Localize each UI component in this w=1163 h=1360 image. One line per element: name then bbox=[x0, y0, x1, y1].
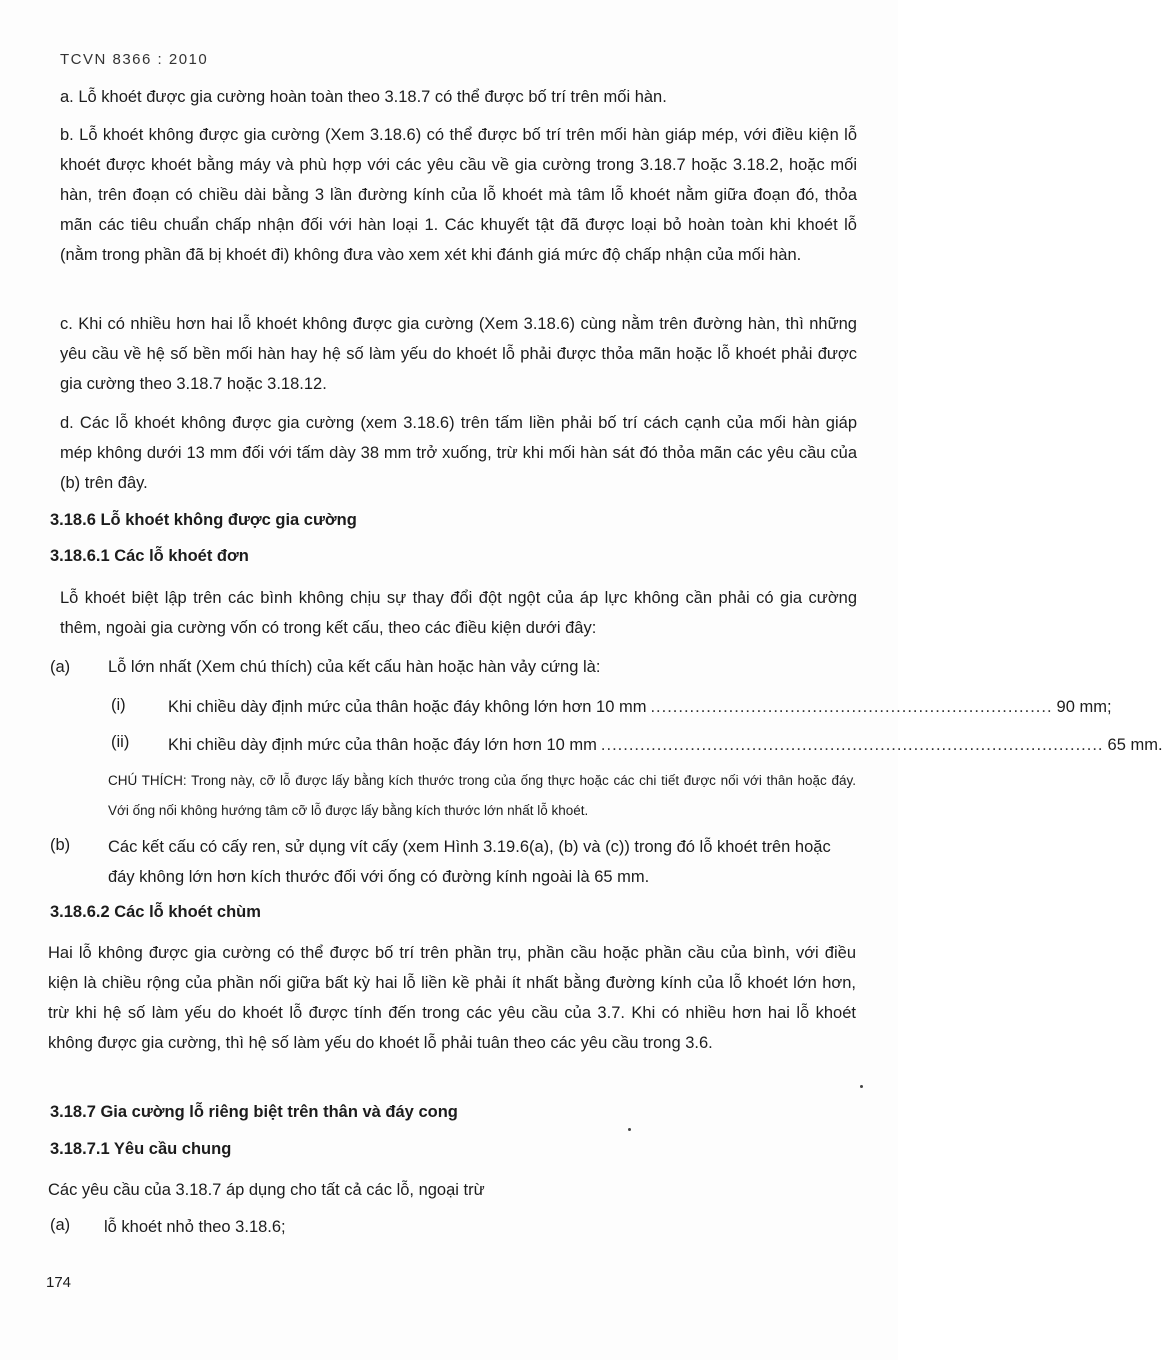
body-3-18-6-2: Hai lỗ không được gia cường có thể được bố trí trên phần trụ, phần cầu hoặc phần cầu của bình, với điều kiện là chiều rộng của phần nối giữa bất kỳ hai lỗ liền kề phải ít nhất bằng đường kính của lỗ khoét lớn hơn, trừ khi hệ số làm yếu do khoét lỗ được tính đến trong các yêu cầu của 3.7. Khi có nhiều hơn hai lỗ khoét không được gia cường, thì hệ số làm yếu do khoét lỗ phải tuân theo các yêu cầu trong 3.6. bbox=[48, 944, 856, 1052]
heading-3-18-7: 3.18.7 Gia cường lỗ riêng biệt trên thân và đáy cong bbox=[50, 1103, 458, 1121]
scan-speck bbox=[628, 1128, 631, 1131]
sub-ii-text: Khi chiều dày định mức của thân hoặc đáy lớn hơn 10 mm bbox=[168, 736, 597, 754]
paragraph-c: c. Khi có nhiều hơn hai lỗ khoét không được gia cường (Xem 3.18.6) cùng nằm trên đường hàn, thì những yêu cầu về hệ số bền mối hàn hay hệ số làm yếu do khoét lỗ phải được thỏa mãn hoặc lỗ khoét phải được gia cường theo 3.18.7 hoặc 3.18.12. bbox=[60, 315, 857, 393]
item-b-text bbox=[108, 832, 856, 892]
heading-3-18-6-1: 3.18.6.1 Các lỗ khoét đơn bbox=[50, 547, 249, 565]
paragraph-b: b. Lỗ khoét không được gia cường (Xem 3.18.6) có thể được bố trí trên mối hàn giáp mép, với điều kiện lỗ khoét được khoét bằng máy và phù hợp với các yêu cầu về gia cường trong 3.18.7 hoặc 3.18.2, hoặc mối hàn, trên đoạn có chiều dài bằng 3 lần đường kính của lỗ khoét mà tâm lỗ khoét nằm giữa đoạn đó, thỏa mãn các tiêu chuẩn chấp nhận đối với hàn loại 1. Các khuyết tật đã được loại bỏ hoàn toàn khi khoét lỗ (nằm trong phần đã bị khoét đi) không đưa vào xem xét khi đánh giá mức độ chấp nhận của mối hàn. bbox=[60, 126, 857, 264]
item-b-text-content: Các kết cấu có cấy ren, sử dụng vít cấy (xem Hình 3.19.6(a), (b) và (c)) trong đó lỗ khoét trên hoặc đáy không lớn hơn kích thước đối với ống có đường kính ngoài là 65 mm. bbox=[108, 838, 831, 886]
paragraph-d: d. Các lỗ khoét không được gia cường (xem 3.18.6) trên tấm liền phải bố trí cách cạnh của mối hàn giáp mép không dưới 13 mm đối với tấm dày 38 mm trở xuống, trừ khi mối hàn sát đó thỏa mãn các yêu cầu của (b) trên đây. bbox=[60, 414, 857, 492]
heading-3-18-7-1: 3.18.7.1 Yêu cầu chung bbox=[50, 1140, 232, 1158]
item-b-marker: (b) bbox=[50, 836, 71, 854]
scan-speck bbox=[860, 1085, 863, 1088]
sub-ii-value: 65 mm. bbox=[1107, 736, 1163, 754]
standard-code-header: TCVN 8366 : 2010 bbox=[60, 51, 209, 68]
page-number: 174 bbox=[46, 1274, 72, 1291]
item-a-text: Lỗ lớn nhất (Xem chú thích) của kết cấu hàn hoặc hàn vảy cứng là: bbox=[108, 658, 601, 676]
item-last-text: lỗ khoét nhỏ theo 3.18.6; bbox=[104, 1218, 286, 1236]
intro-3-18-6-1: Lỗ khoét biệt lập trên các bình không chịu sự thay đổi đột ngột của áp lực không cần phải có gia cường thêm, ngoài gia cường vốn có trong kết cấu, theo các điều kiện dưới đây: bbox=[60, 589, 857, 637]
sub-i-line bbox=[168, 692, 1112, 722]
sub-ii-line bbox=[168, 730, 1163, 760]
sub-i-leader-dots: ........................................................................ bbox=[650, 698, 1053, 716]
item-last-marker: (a) bbox=[50, 1216, 71, 1234]
note-text: CHÚ THÍCH: Trong này, cỡ lỗ được lấy bằng kích thước trong của ống thực hoặc các chi tiết được nối với thân hoặc đáy. Với ống nối không hướng tâm cỡ lỗ được lấy bằng kích thước lớn nhất lỗ khoét. bbox=[108, 773, 856, 818]
sub-ii-leader-dots: .......................................................................................... bbox=[600, 736, 1104, 754]
paragraph-a: a. Lỗ khoét được gia cường hoàn toàn theo 3.18.7 có thể được bố trí trên mối hàn. bbox=[60, 88, 667, 106]
heading-3-18-6-2: 3.18.6.2 Các lỗ khoét chùm bbox=[50, 903, 261, 921]
sub-i-marker: (i) bbox=[111, 696, 126, 714]
heading-3-18-6: 3.18.6 Lỗ khoét không được gia cường bbox=[50, 511, 357, 529]
intro-3-18-7-1: Các yêu cầu của 3.18.7 áp dụng cho tất cả các lỗ, ngoại trừ bbox=[48, 1181, 485, 1199]
sub-i-text: Khi chiều dày định mức của thân hoặc đáy không lớn hơn 10 mm bbox=[168, 698, 647, 716]
sub-ii-marker: (ii) bbox=[111, 733, 130, 751]
item-a-marker: (a) bbox=[50, 658, 71, 676]
sub-i-value: 90 mm; bbox=[1056, 698, 1112, 716]
